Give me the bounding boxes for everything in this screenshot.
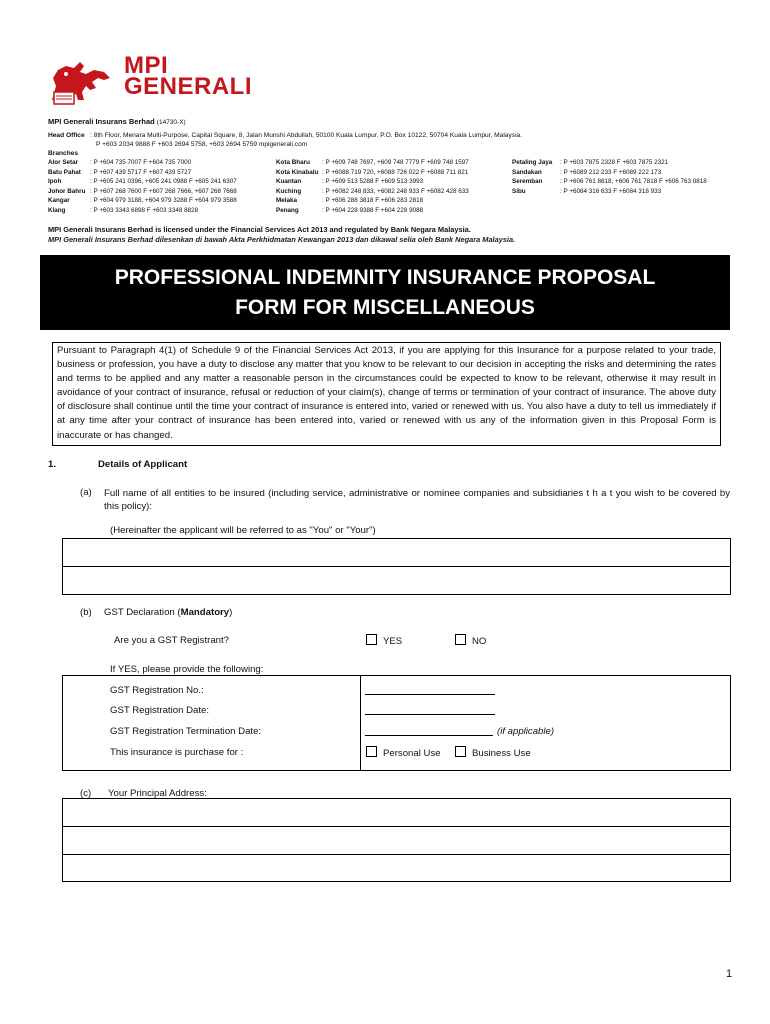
branch-name: Kota Bharu (276, 159, 310, 166)
license-statement-ms: MPI Generali Insurans Berhad dilesenkan di bawah Akta Perkhidmatan Kewangan 2013 dan dikawal selia oleh Bank Negara Malaysia. (48, 235, 516, 244)
form-title-line-2: FORM FOR MISCELLANEOUS (235, 296, 535, 319)
gst-reg-date-input[interactable] (365, 714, 495, 715)
branch-contact: : P +609 748 7697, +609 748 7779 F +609 748 1597 (322, 159, 469, 166)
business-use-checkbox[interactable] (455, 746, 466, 757)
company-name-text: MPI Generali Insurans Berhad (48, 117, 155, 126)
gst-yes-checkbox[interactable] (366, 634, 377, 645)
form-title-line-1: PROFESSIONAL INDEMNITY INSURANCE PROPOSAL (114, 266, 656, 289)
branch-name: Klang (48, 206, 66, 214)
branch-name: Seremban (512, 178, 543, 185)
gst-no-label: NO (472, 636, 487, 647)
license-statement-en: MPI Generali Insurans Berhad is licensed under the Financial Services Act 2013 and regulated by Bank Negara Malaysia. (48, 225, 471, 234)
logo-line-1: MPI (124, 52, 169, 79)
disclosure-notice: Pursuant to Paragraph 4(1) of Schedule 9 of the Financial Services Act 2013, if you are applying for this Insurance for a purpose related to your trade, business or profession, you have a duty to disclose any matter that you know to be relevant to our decision in accepting the risks and determining the rates and terms to be applied and any matter a reasonable person in the circumstances could be expected to know to be relevant, otherwise it may result in avoidance of your contract of insurance, refusal or reduction of your claim(s), change of terms or termination of your contract of insurance. The above duty of disclosure shall continue until the time your contract of insurance is entered into, varied or renewed with us. You also have a duty to tell us immediately if at any time after your contract of insurance has been entered into, varied or renewed with us any of the information given in this Proposal Form is inaccurate or has changed. (52, 342, 721, 446)
gst-declaration-heading (104, 607, 232, 618)
branch-row (48, 187, 237, 197)
generali-lion-logo-icon (44, 56, 114, 106)
gst-details-divider (360, 676, 361, 770)
if-yes-instruction: If YES, please provide the following: (110, 664, 264, 675)
branch-row (48, 168, 237, 178)
personal-use-checkbox[interactable] (366, 746, 377, 757)
branch-row (48, 158, 237, 168)
item-a-label: (a) (80, 487, 92, 498)
branch-row (276, 196, 469, 206)
branch-name: Sibu (512, 187, 526, 195)
gst-no-option[interactable] (455, 634, 486, 647)
gst-termination-date-input[interactable] (365, 735, 493, 736)
address-line-3[interactable] (63, 854, 730, 882)
gst-declaration-text: GST Declaration ( (104, 607, 181, 618)
branch-name: Johor Bahru (48, 187, 86, 195)
address-line-1[interactable] (63, 799, 730, 826)
branch-row (512, 177, 707, 187)
branch-name: Batu Pahat (48, 168, 81, 176)
branch-contact: : P +6088 719 720, +6088 726 022 F +6088 711 821 (322, 168, 469, 176)
branch-contact: : P +607 439 5717 F +607 439 5727 (90, 168, 192, 176)
brand-logo-text (124, 52, 253, 100)
branches-column-1 (48, 158, 237, 215)
branches-column-3 (512, 158, 707, 196)
entity-names-field[interactable] (62, 538, 731, 595)
company-reg-number: (14730-X) (156, 119, 186, 126)
mandatory-label: Mandatory (180, 607, 230, 618)
branch-row (276, 177, 469, 187)
branch-contact: : P +603 7875 2328 F +603 7875 2321 (560, 159, 669, 166)
branch-contact: : P +604 735 7007 F +604 735 7000 (90, 159, 192, 166)
item-a-text: Full name of all entities to be insured (including service, administrative or nominee companies and subsidiaries t h a t you wish to be covered by this policy): (104, 488, 730, 512)
form-title-banner (40, 255, 730, 330)
head-office-contact: P +603 2034 9888 F +603 2694 5758, +603 2694 5759 mpigenerali.com (96, 141, 308, 148)
branch-row (276, 158, 469, 168)
company-name (48, 117, 186, 126)
item-a-note: (Hereinafter the applicant will be referred to as "You" or "Your") (110, 525, 376, 536)
entity-names-line-2[interactable] (63, 566, 730, 595)
item-c-label: (c) (80, 788, 92, 799)
branch-contact: : P +605 241 0396, +605 241 0988 F +605 241 6307 (90, 178, 237, 185)
branch-name: Kuching (276, 187, 302, 195)
gst-reg-no-label: GST Registration No.: (110, 685, 204, 696)
branches-column-2 (276, 158, 469, 215)
branch-contact: : P +606 288 3818 F +606 283 2818 (322, 197, 424, 204)
head-office-block (48, 131, 648, 149)
principal-address-field[interactable] (62, 798, 731, 882)
branch-row (276, 168, 469, 178)
gst-termination-date-label: GST Registration Termination Date: (110, 726, 262, 737)
branch-name: Ipoh (48, 178, 62, 185)
branch-name: Penang (276, 206, 299, 214)
branch-row (512, 168, 707, 178)
branch-row (512, 187, 707, 197)
branch-row (48, 177, 237, 187)
personal-use-option[interactable] (366, 746, 441, 759)
branch-row (276, 187, 469, 197)
branch-name: Sandakan (512, 168, 542, 176)
branch-row (276, 206, 469, 216)
business-use-option[interactable] (455, 746, 531, 759)
branch-contact: : P +603 3343 6898 F +603 3348 8828 (90, 206, 199, 214)
gst-registrant-question: Are you a GST Registrant? (114, 635, 230, 646)
branch-name: Kuantan (276, 178, 302, 185)
gst-reg-date-label: GST Registration Date: (110, 705, 210, 716)
branch-row (512, 158, 707, 168)
purchase-for-label: This insurance is purchase for : (110, 747, 244, 758)
gst-yes-option[interactable] (366, 634, 402, 647)
if-applicable-note: (if applicable) (497, 726, 555, 737)
section-title: Details of Applicant (98, 459, 188, 470)
branch-contact: : P +607 268 7600 F +607 268 7666, +607 268 7668 (90, 187, 237, 195)
branch-name: Kota Kinabalu (276, 168, 319, 176)
branch-row (48, 196, 237, 206)
address-line-2[interactable] (63, 826, 730, 854)
principal-address-label: Your Principal Address: (108, 788, 207, 799)
branch-name: Kangar (48, 197, 70, 204)
gst-reg-no-input[interactable] (365, 694, 495, 695)
branch-name: Petaling Jaya (512, 159, 553, 166)
personal-use-label: Personal Use (383, 748, 441, 759)
item-b-label: (b) (80, 607, 92, 618)
head-office-label: Head Office (48, 132, 85, 139)
branch-contact: : P +6084 316 633 F +6084 318 933 (560, 187, 662, 195)
branch-name: Melaka (276, 197, 298, 204)
branch-contact: : P +604 228 9388 F +604 228 9088 (322, 206, 424, 214)
gst-declaration-close: ) (229, 607, 233, 618)
branch-row (48, 206, 237, 216)
branch-contact: : P +6089 212 233 F +6089 222 173 (560, 168, 662, 176)
entity-names-line-1[interactable] (63, 539, 730, 566)
branch-contact: : P +606 761 8818, +606 761 7818 F +606 763 0818 (560, 178, 707, 185)
gst-yes-label: YES (383, 636, 403, 647)
branch-name: Alor Setar (48, 159, 79, 166)
business-use-label: Business Use (472, 748, 531, 759)
page-number: 1 (726, 968, 733, 980)
section-number: 1. (48, 459, 57, 470)
branch-contact: : P +604 979 3188, +604 979 3288 F +604 979 3588 (90, 197, 237, 204)
branch-contact: : P +609 513 5288 F +609 513 3993 (322, 178, 424, 185)
gst-no-checkbox[interactable] (455, 634, 466, 645)
head-office-address: : 8th Floor, Menara Multi-Purpose, Capital Square, 8, Jalan Munshi Abdullah, 50100 Kuala Lumpur. P.O. Box 10122, 50704 Kuala Lumpur, Malaysia. (90, 132, 523, 139)
branch-contact: : P +6082 248 833, +6082 248 933 F +6082 428 633 (322, 187, 469, 195)
branches-label: Branches (48, 150, 79, 157)
logo-line-2: GENERALI (124, 73, 253, 100)
